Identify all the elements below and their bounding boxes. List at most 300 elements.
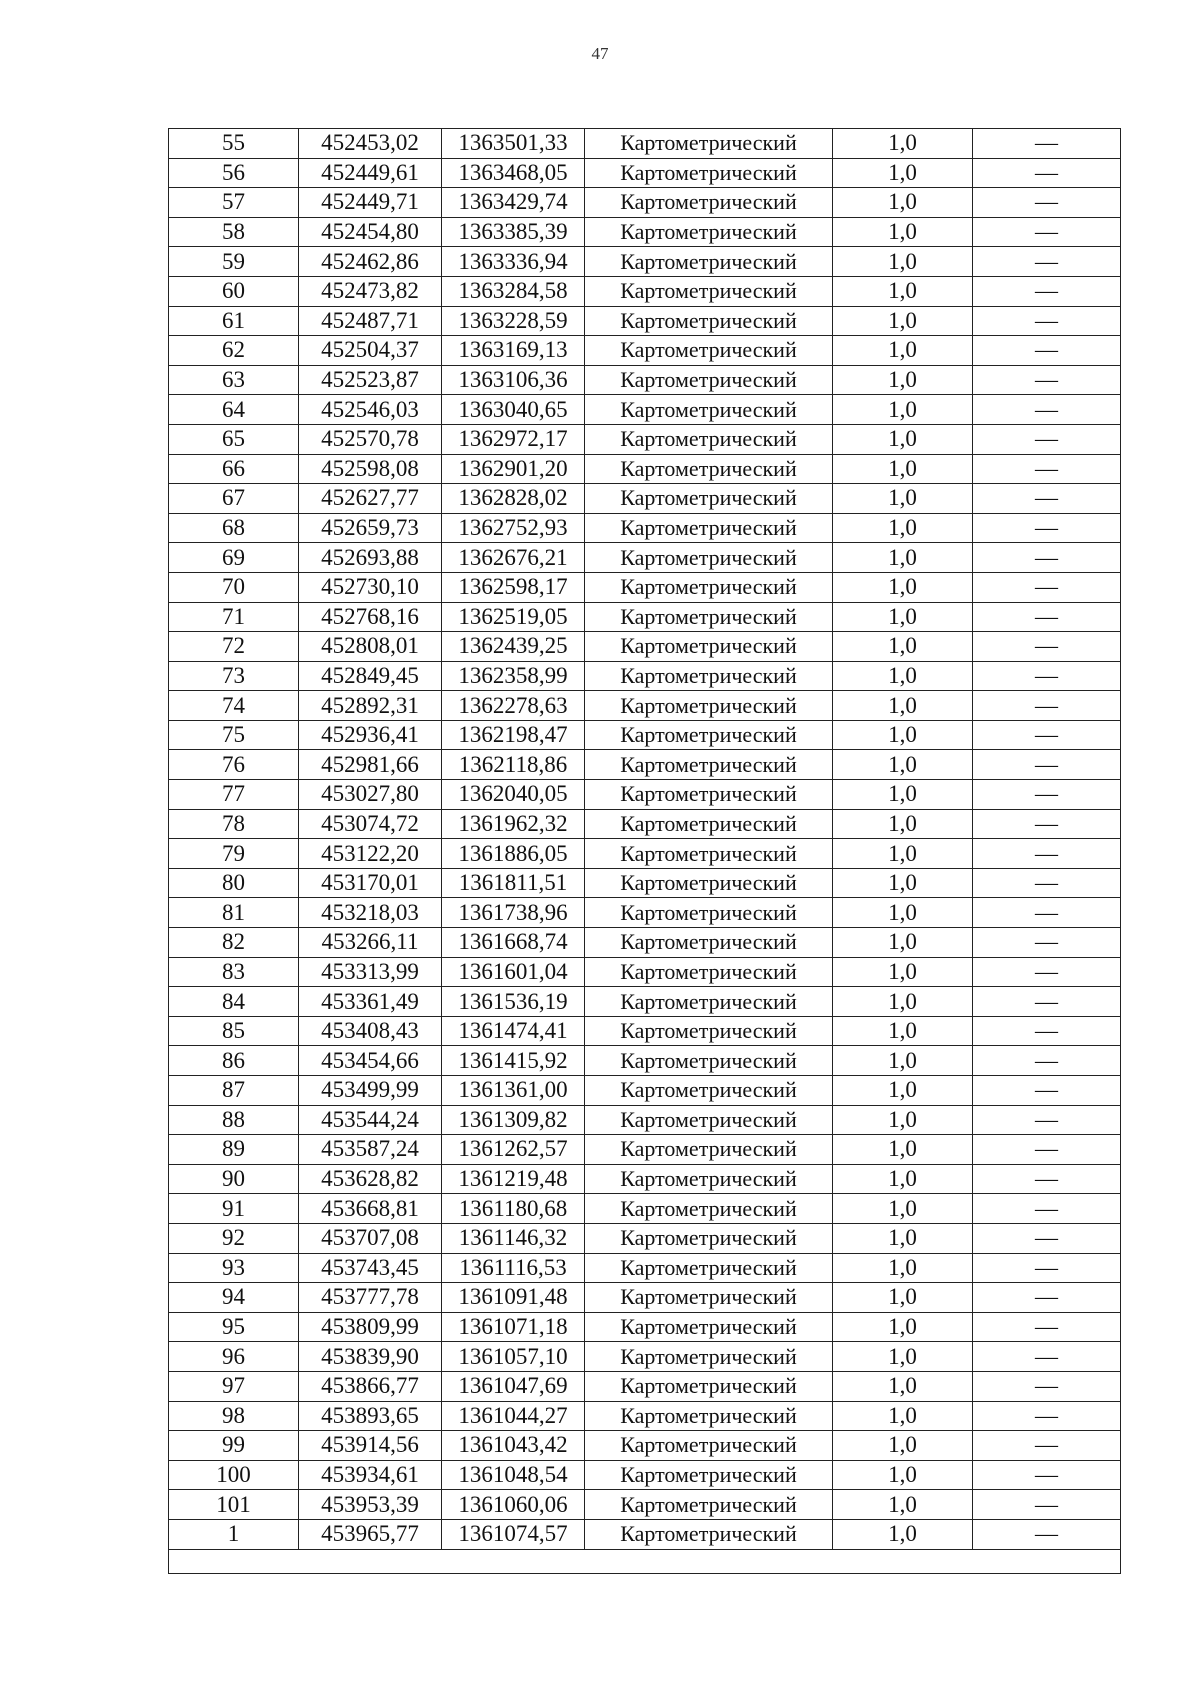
coord-y-cell: 1361146,32 — [442, 1223, 585, 1253]
precision-cell: 1,0 — [833, 1164, 973, 1194]
method-cell: Картометрический — [585, 1519, 833, 1549]
coord-y-cell: 1362752,93 — [442, 513, 585, 543]
note-cell: — — [973, 1490, 1121, 1520]
precision-cell: 1,0 — [833, 247, 973, 277]
note-cell: — — [973, 1519, 1121, 1549]
point-number-cell: 62 — [169, 336, 299, 366]
precision-cell: 1,0 — [833, 129, 973, 159]
method-cell: Картометрический — [585, 898, 833, 928]
precision-cell: 1,0 — [833, 1460, 973, 1490]
coord-y-cell: 1362358,99 — [442, 661, 585, 691]
note-cell: — — [973, 188, 1121, 218]
coord-x-cell: 453628,82 — [299, 1164, 442, 1194]
note-cell: — — [973, 1253, 1121, 1283]
coord-x-cell: 453122,20 — [299, 839, 442, 869]
coord-x-cell: 453074,72 — [299, 809, 442, 839]
table-row — [169, 572, 1121, 602]
table-row — [169, 188, 1121, 218]
method-cell: Картометрический — [585, 484, 833, 514]
coord-x-cell: 453707,08 — [299, 1223, 442, 1253]
point-number-cell: 68 — [169, 513, 299, 543]
coord-x-cell: 453777,78 — [299, 1283, 442, 1313]
note-cell: — — [973, 1194, 1121, 1224]
precision-cell: 1,0 — [833, 543, 973, 573]
table-row — [169, 720, 1121, 750]
precision-cell: 1,0 — [833, 1519, 973, 1549]
coord-x-cell: 453170,01 — [299, 868, 442, 898]
coord-x-cell: 453218,03 — [299, 898, 442, 928]
method-cell: Картометрический — [585, 306, 833, 336]
point-number-cell: 57 — [169, 188, 299, 218]
point-number-cell: 101 — [169, 1490, 299, 1520]
point-number-cell: 89 — [169, 1135, 299, 1165]
table-row — [169, 957, 1121, 987]
method-cell: Картометрический — [585, 691, 833, 721]
point-number-cell: 65 — [169, 424, 299, 454]
method-cell: Картометрический — [585, 1253, 833, 1283]
method-cell: Картометрический — [585, 750, 833, 780]
coord-y-cell: 1362278,63 — [442, 691, 585, 721]
coord-x-cell: 452730,10 — [299, 572, 442, 602]
table-row — [169, 780, 1121, 810]
coord-y-cell: 1361044,27 — [442, 1401, 585, 1431]
coord-x-cell: 452693,88 — [299, 543, 442, 573]
coord-y-cell: 1361668,74 — [442, 928, 585, 958]
coord-x-cell: 453743,45 — [299, 1253, 442, 1283]
coord-x-cell: 452504,37 — [299, 336, 442, 366]
precision-cell: 1,0 — [833, 898, 973, 928]
table-row — [169, 868, 1121, 898]
precision-cell: 1,0 — [833, 484, 973, 514]
coord-y-cell: 1363429,74 — [442, 188, 585, 218]
point-number-cell: 95 — [169, 1312, 299, 1342]
method-cell: Картометрический — [585, 1046, 833, 1076]
note-cell: — — [973, 1401, 1121, 1431]
point-number-cell: 72 — [169, 632, 299, 662]
table-row — [169, 632, 1121, 662]
coord-x-cell: 453544,24 — [299, 1105, 442, 1135]
coord-x-cell: 452546,03 — [299, 395, 442, 425]
coord-y-cell: 1361219,48 — [442, 1164, 585, 1194]
method-cell: Картометрический — [585, 1135, 833, 1165]
precision-cell: 1,0 — [833, 839, 973, 869]
table-row — [169, 1223, 1121, 1253]
coord-y-cell: 1363106,36 — [442, 365, 585, 395]
note-cell: — — [973, 1223, 1121, 1253]
point-number-cell: 83 — [169, 957, 299, 987]
method-cell: Картометрический — [585, 928, 833, 958]
table-row — [169, 336, 1121, 366]
coord-y-cell: 1361262,57 — [442, 1135, 585, 1165]
table-row — [169, 276, 1121, 306]
precision-cell: 1,0 — [833, 809, 973, 839]
precision-cell: 1,0 — [833, 395, 973, 425]
note-cell: — — [973, 750, 1121, 780]
table-footer-row — [169, 1549, 1121, 1573]
precision-cell: 1,0 — [833, 1223, 973, 1253]
point-number-cell: 63 — [169, 365, 299, 395]
coord-y-cell: 1361309,82 — [442, 1105, 585, 1135]
table-row — [169, 1460, 1121, 1490]
method-cell: Картометрический — [585, 188, 833, 218]
method-cell: Картометрический — [585, 661, 833, 691]
precision-cell: 1,0 — [833, 780, 973, 810]
method-cell: Картометрический — [585, 1164, 833, 1194]
coord-y-cell: 1362972,17 — [442, 424, 585, 454]
method-cell: Картометрический — [585, 1105, 833, 1135]
coord-y-cell: 1362118,86 — [442, 750, 585, 780]
coord-x-cell: 452487,71 — [299, 306, 442, 336]
precision-cell: 1,0 — [833, 868, 973, 898]
point-number-cell: 100 — [169, 1460, 299, 1490]
method-cell: Картометрический — [585, 987, 833, 1017]
table-row — [169, 750, 1121, 780]
precision-cell: 1,0 — [833, 632, 973, 662]
precision-cell: 1,0 — [833, 1312, 973, 1342]
note-cell: — — [973, 898, 1121, 928]
note-cell: — — [973, 1312, 1121, 1342]
note-cell: — — [973, 217, 1121, 247]
table-row — [169, 1431, 1121, 1461]
precision-cell: 1,0 — [833, 572, 973, 602]
table-row — [169, 1164, 1121, 1194]
precision-cell: 1,0 — [833, 928, 973, 958]
note-cell: — — [973, 957, 1121, 987]
note-cell: — — [973, 129, 1121, 159]
method-cell: Картометрический — [585, 217, 833, 247]
coord-y-cell: 1361116,53 — [442, 1253, 585, 1283]
note-cell: — — [973, 868, 1121, 898]
precision-cell: 1,0 — [833, 336, 973, 366]
method-cell: Картометрический — [585, 1194, 833, 1224]
coord-x-cell: 452523,87 — [299, 365, 442, 395]
note-cell: — — [973, 1046, 1121, 1076]
precision-cell: 1,0 — [833, 1016, 973, 1046]
method-cell: Картометрический — [585, 1431, 833, 1461]
table-row — [169, 1253, 1121, 1283]
method-cell: Картометрический — [585, 632, 833, 662]
coord-x-cell: 453866,77 — [299, 1371, 442, 1401]
page-number: 47 — [591, 44, 609, 63]
point-number-cell: 66 — [169, 454, 299, 484]
table-row — [169, 1519, 1121, 1549]
point-number-cell: 87 — [169, 1076, 299, 1106]
coord-y-cell: 1361060,06 — [442, 1490, 585, 1520]
point-number-cell: 1 — [169, 1519, 299, 1549]
note-cell: — — [973, 543, 1121, 573]
coord-x-cell: 452936,41 — [299, 720, 442, 750]
method-cell: Картометрический — [585, 720, 833, 750]
precision-cell: 1,0 — [833, 217, 973, 247]
precision-cell: 1,0 — [833, 1490, 973, 1520]
table-row — [169, 1342, 1121, 1372]
coord-x-cell: 452768,16 — [299, 602, 442, 632]
table-row — [169, 987, 1121, 1017]
coord-y-cell: 1363284,58 — [442, 276, 585, 306]
note-cell: — — [973, 365, 1121, 395]
table-row — [169, 1283, 1121, 1313]
coord-x-cell: 453027,80 — [299, 780, 442, 810]
note-cell: — — [973, 424, 1121, 454]
coord-y-cell: 1362040,05 — [442, 780, 585, 810]
table-row — [169, 691, 1121, 721]
method-cell: Картометрический — [585, 572, 833, 602]
method-cell: Картометрический — [585, 1401, 833, 1431]
precision-cell: 1,0 — [833, 365, 973, 395]
table-row — [169, 928, 1121, 958]
coord-y-cell: 1363468,05 — [442, 158, 585, 188]
coord-y-cell: 1361962,32 — [442, 809, 585, 839]
point-number-cell: 70 — [169, 572, 299, 602]
coord-x-cell: 452849,45 — [299, 661, 442, 691]
precision-cell: 1,0 — [833, 188, 973, 218]
precision-cell: 1,0 — [833, 1046, 973, 1076]
coord-y-cell: 1361536,19 — [442, 987, 585, 1017]
point-number-cell: 69 — [169, 543, 299, 573]
note-cell: — — [973, 1105, 1121, 1135]
coord-x-cell: 453499,99 — [299, 1076, 442, 1106]
coord-x-cell: 453266,11 — [299, 928, 442, 958]
coord-x-cell: 453893,65 — [299, 1401, 442, 1431]
table-row — [169, 1105, 1121, 1135]
coord-y-cell: 1361043,42 — [442, 1431, 585, 1461]
precision-cell: 1,0 — [833, 1283, 973, 1313]
precision-cell: 1,0 — [833, 454, 973, 484]
coord-y-cell: 1361415,92 — [442, 1046, 585, 1076]
coord-y-cell: 1361074,57 — [442, 1519, 585, 1549]
coord-y-cell: 1361071,18 — [442, 1312, 585, 1342]
coord-x-cell: 453361,49 — [299, 987, 442, 1017]
coord-y-cell: 1362439,25 — [442, 632, 585, 662]
method-cell: Картометрический — [585, 1342, 833, 1372]
note-cell: — — [973, 839, 1121, 869]
precision-cell: 1,0 — [833, 602, 973, 632]
point-number-cell: 91 — [169, 1194, 299, 1224]
point-number-cell: 86 — [169, 1046, 299, 1076]
note-cell: — — [973, 720, 1121, 750]
note-cell: — — [973, 395, 1121, 425]
method-cell: Картометрический — [585, 1283, 833, 1313]
table-row — [169, 158, 1121, 188]
precision-cell: 1,0 — [833, 987, 973, 1017]
coord-x-cell: 452981,66 — [299, 750, 442, 780]
table-row — [169, 513, 1121, 543]
note-cell: — — [973, 691, 1121, 721]
point-number-cell: 85 — [169, 1016, 299, 1046]
method-cell: Картометрический — [585, 543, 833, 573]
precision-cell: 1,0 — [833, 158, 973, 188]
table-body — [169, 128, 1121, 1573]
note-cell: — — [973, 484, 1121, 514]
precision-cell: 1,0 — [833, 424, 973, 454]
note-cell: — — [973, 1283, 1121, 1313]
method-cell: Картометрический — [585, 1371, 833, 1401]
method-cell: Картометрический — [585, 809, 833, 839]
precision-cell: 1,0 — [833, 957, 973, 987]
precision-cell: 1,0 — [833, 750, 973, 780]
note-cell: — — [973, 809, 1121, 839]
point-number-cell: 79 — [169, 839, 299, 869]
point-number-cell: 75 — [169, 720, 299, 750]
note-cell: — — [973, 987, 1121, 1017]
note-cell: — — [973, 1076, 1121, 1106]
point-number-cell: 73 — [169, 661, 299, 691]
precision-cell: 1,0 — [833, 1076, 973, 1106]
point-number-cell: 96 — [169, 1342, 299, 1372]
table-row — [169, 1135, 1121, 1165]
note-cell: — — [973, 454, 1121, 484]
table-row — [169, 1490, 1121, 1520]
point-number-cell: 98 — [169, 1401, 299, 1431]
coord-y-cell: 1361474,41 — [442, 1016, 585, 1046]
coord-x-cell: 452808,01 — [299, 632, 442, 662]
table-row — [169, 809, 1121, 839]
table-row — [169, 1371, 1121, 1401]
precision-cell: 1,0 — [833, 276, 973, 306]
point-number-cell: 80 — [169, 868, 299, 898]
coord-y-cell: 1361048,54 — [442, 1460, 585, 1490]
coord-x-cell: 453587,24 — [299, 1135, 442, 1165]
table-row — [169, 454, 1121, 484]
coord-y-cell: 1361180,68 — [442, 1194, 585, 1224]
coord-y-cell: 1361057,10 — [442, 1342, 585, 1372]
precision-cell: 1,0 — [833, 1105, 973, 1135]
point-number-cell: 90 — [169, 1164, 299, 1194]
precision-cell: 1,0 — [833, 1253, 973, 1283]
table-row — [169, 1401, 1121, 1431]
note-cell: — — [973, 158, 1121, 188]
point-number-cell: 71 — [169, 602, 299, 632]
note-cell: — — [973, 336, 1121, 366]
precision-cell: 1,0 — [833, 1135, 973, 1165]
method-cell: Картометрический — [585, 957, 833, 987]
method-cell: Картометрический — [585, 424, 833, 454]
coord-x-cell: 453934,61 — [299, 1460, 442, 1490]
method-cell: Картометрический — [585, 1490, 833, 1520]
coord-y-cell: 1362519,05 — [442, 602, 585, 632]
coord-y-cell: 1362598,17 — [442, 572, 585, 602]
method-cell: Картометрический — [585, 158, 833, 188]
coord-x-cell: 453809,99 — [299, 1312, 442, 1342]
coord-x-cell: 453313,99 — [299, 957, 442, 987]
note-cell: — — [973, 306, 1121, 336]
table-row — [169, 1016, 1121, 1046]
coord-x-cell: 453668,81 — [299, 1194, 442, 1224]
coord-y-cell: 1363228,59 — [442, 306, 585, 336]
point-number-cell: 99 — [169, 1431, 299, 1461]
table-row — [169, 1076, 1121, 1106]
table-row — [169, 247, 1121, 277]
table-row — [169, 839, 1121, 869]
method-cell: Картометрический — [585, 454, 833, 484]
note-cell: — — [973, 1016, 1121, 1046]
table-row — [169, 602, 1121, 632]
coord-x-cell: 453953,39 — [299, 1490, 442, 1520]
method-cell: Картометрический — [585, 365, 833, 395]
coord-x-cell: 452570,78 — [299, 424, 442, 454]
precision-cell: 1,0 — [833, 1431, 973, 1461]
point-number-cell: 60 — [169, 276, 299, 306]
table-row — [169, 1046, 1121, 1076]
note-cell: — — [973, 513, 1121, 543]
table-row — [169, 306, 1121, 336]
table-row — [169, 1312, 1121, 1342]
coord-x-cell: 452473,82 — [299, 276, 442, 306]
precision-cell: 1,0 — [833, 1342, 973, 1372]
precision-cell: 1,0 — [833, 661, 973, 691]
note-cell: — — [973, 247, 1121, 277]
note-cell: — — [973, 1460, 1121, 1490]
coordinates-table — [168, 128, 1121, 1574]
table-row — [169, 217, 1121, 247]
point-number-cell: 74 — [169, 691, 299, 721]
point-number-cell: 94 — [169, 1283, 299, 1313]
point-number-cell: 67 — [169, 484, 299, 514]
precision-cell: 1,0 — [833, 306, 973, 336]
coord-y-cell: 1361811,51 — [442, 868, 585, 898]
coord-y-cell: 1362676,21 — [442, 543, 585, 573]
coord-y-cell: 1362901,20 — [442, 454, 585, 484]
coord-y-cell: 1361091,48 — [442, 1283, 585, 1313]
note-cell: — — [973, 780, 1121, 810]
coord-y-cell: 1363385,39 — [442, 217, 585, 247]
coord-y-cell: 1363169,13 — [442, 336, 585, 366]
coord-x-cell: 453408,43 — [299, 1016, 442, 1046]
note-cell: — — [973, 1135, 1121, 1165]
point-number-cell: 76 — [169, 750, 299, 780]
point-number-cell: 64 — [169, 395, 299, 425]
point-number-cell: 93 — [169, 1253, 299, 1283]
coord-x-cell: 452659,73 — [299, 513, 442, 543]
method-cell: Картометрический — [585, 129, 833, 159]
point-number-cell: 56 — [169, 158, 299, 188]
point-number-cell: 58 — [169, 217, 299, 247]
method-cell: Картометрический — [585, 1460, 833, 1490]
coord-x-cell: 452454,80 — [299, 217, 442, 247]
coord-y-cell: 1361738,96 — [442, 898, 585, 928]
coord-x-cell: 452462,86 — [299, 247, 442, 277]
coord-y-cell: 1361047,69 — [442, 1371, 585, 1401]
method-cell: Картометрический — [585, 780, 833, 810]
point-number-cell: 77 — [169, 780, 299, 810]
note-cell: — — [973, 632, 1121, 662]
point-number-cell: 78 — [169, 809, 299, 839]
coord-y-cell: 1363040,65 — [442, 395, 585, 425]
coord-y-cell: 1361886,05 — [442, 839, 585, 869]
table-row — [169, 661, 1121, 691]
note-cell: — — [973, 1342, 1121, 1372]
precision-cell: 1,0 — [833, 1194, 973, 1224]
point-number-cell: 82 — [169, 928, 299, 958]
coord-x-cell: 452449,71 — [299, 188, 442, 218]
method-cell: Картометрический — [585, 1312, 833, 1342]
coord-y-cell: 1362198,47 — [442, 720, 585, 750]
coord-x-cell: 453914,56 — [299, 1431, 442, 1461]
precision-cell: 1,0 — [833, 1401, 973, 1431]
note-cell: — — [973, 602, 1121, 632]
point-number-cell: 61 — [169, 306, 299, 336]
note-cell: — — [973, 1431, 1121, 1461]
table-row — [169, 395, 1121, 425]
table-row — [169, 424, 1121, 454]
table-row — [169, 898, 1121, 928]
precision-cell: 1,0 — [833, 513, 973, 543]
method-cell: Картометрический — [585, 868, 833, 898]
note-cell: — — [973, 572, 1121, 602]
method-cell: Картометрический — [585, 276, 833, 306]
coord-x-cell: 453454,66 — [299, 1046, 442, 1076]
footer-empty-cell — [169, 1549, 1121, 1573]
